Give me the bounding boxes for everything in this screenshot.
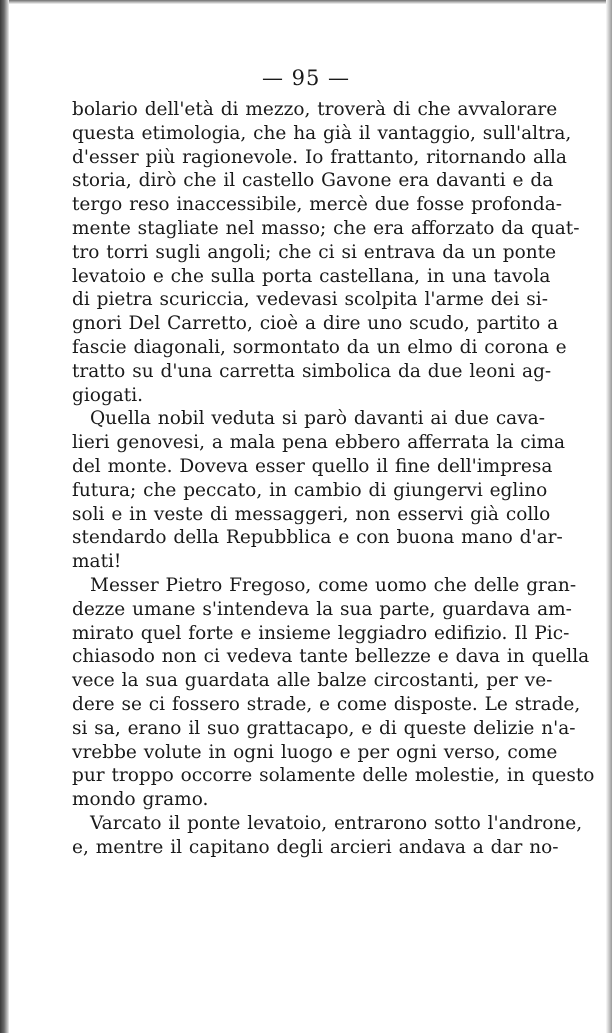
text-line: questa etimologia, che ha già il vantaggio, sull'altra,: [72, 122, 572, 144]
text-line: del monte. Doveva esser quello il fine dell'impresa: [72, 455, 553, 477]
text-line: dere se ci fossero strade, e come disposte. Le strade,: [72, 693, 581, 715]
text-line: vece la sua guardata alle balze circostanti, per ve-: [72, 670, 553, 692]
text-line: giogati.: [72, 384, 144, 406]
text-line: mati!: [72, 551, 122, 573]
text-line: vrebbe volute in ogni luogo e per ogni verso, come: [72, 741, 558, 763]
text-line: futura; che peccato, in cambio di giungervi eglino: [72, 479, 548, 501]
text-line: levatoio e che sulla porta castellana, in una tavola: [72, 265, 551, 287]
text-line: gnori Del Carretto, cioè a dire uno scudo, partito a: [72, 313, 559, 335]
body-text: [72, 98, 595, 860]
text-line: lieri genovesi, a mala pena ebbero afferrata la cima: [72, 432, 566, 454]
text-line: e, mentre il capitano degli arcieri andava a dar no-: [72, 836, 559, 858]
text-line: storia, dirò che il castello Gavone era davanti e da: [72, 170, 554, 192]
text-line: si sa, erano il suo grattacapo, e di queste delizie n'a-: [72, 717, 576, 739]
text-line: bolario dell'età di mezzo, troverà di che avvalorare: [72, 99, 558, 120]
text-line: tergo reso inaccessibile, mercè due fosse profonda-: [72, 194, 562, 216]
text-line: mente stagliate nel masso; che era afforzato da quat-: [72, 217, 580, 239]
text-line: stendardo della Repubblica e con buona mano d'ar-: [72, 527, 563, 549]
text-line: fascie diagonali, sormontato da un elmo di corona e: [72, 336, 567, 358]
text-line: d'esser più ragionevole. Io frattanto, ritornando alla: [72, 146, 567, 168]
text-line: dezze umane s'intendeva la sua parte, guardava am-: [72, 598, 572, 620]
text-line: tro torri sugli angoli; che ci si entrava da un ponte: [72, 241, 557, 263]
page-number: — 95 —: [261, 66, 351, 90]
text-line: Quella nobil veduta si parò davanti ai due cava-: [90, 408, 545, 430]
text-line: Messer Pietro Fregoso, come uomo che delle gran-: [90, 574, 577, 596]
text-line: mirato quel forte e insieme leggiadro edifizio. Il Pic-: [72, 622, 570, 644]
text-line: mondo gramo.: [72, 789, 209, 811]
text-line: pur troppo occorre solamente delle molestie, in questo: [72, 765, 595, 787]
text-line: di pietra scuriccia, vedevasi scolpita l'arme dei si-: [72, 289, 548, 311]
text-line: soli e in veste di messaggeri, non esservi già collo: [72, 503, 551, 525]
text-line: tratto su d'una carretta simbolica da due leoni ag-: [72, 360, 552, 382]
text-line: Varcato il ponte levatoio, entrarono sotto l'androne,: [90, 812, 583, 834]
text-line: chiasodo non ci vedeva tante bellezze e dava in quella: [72, 646, 590, 668]
